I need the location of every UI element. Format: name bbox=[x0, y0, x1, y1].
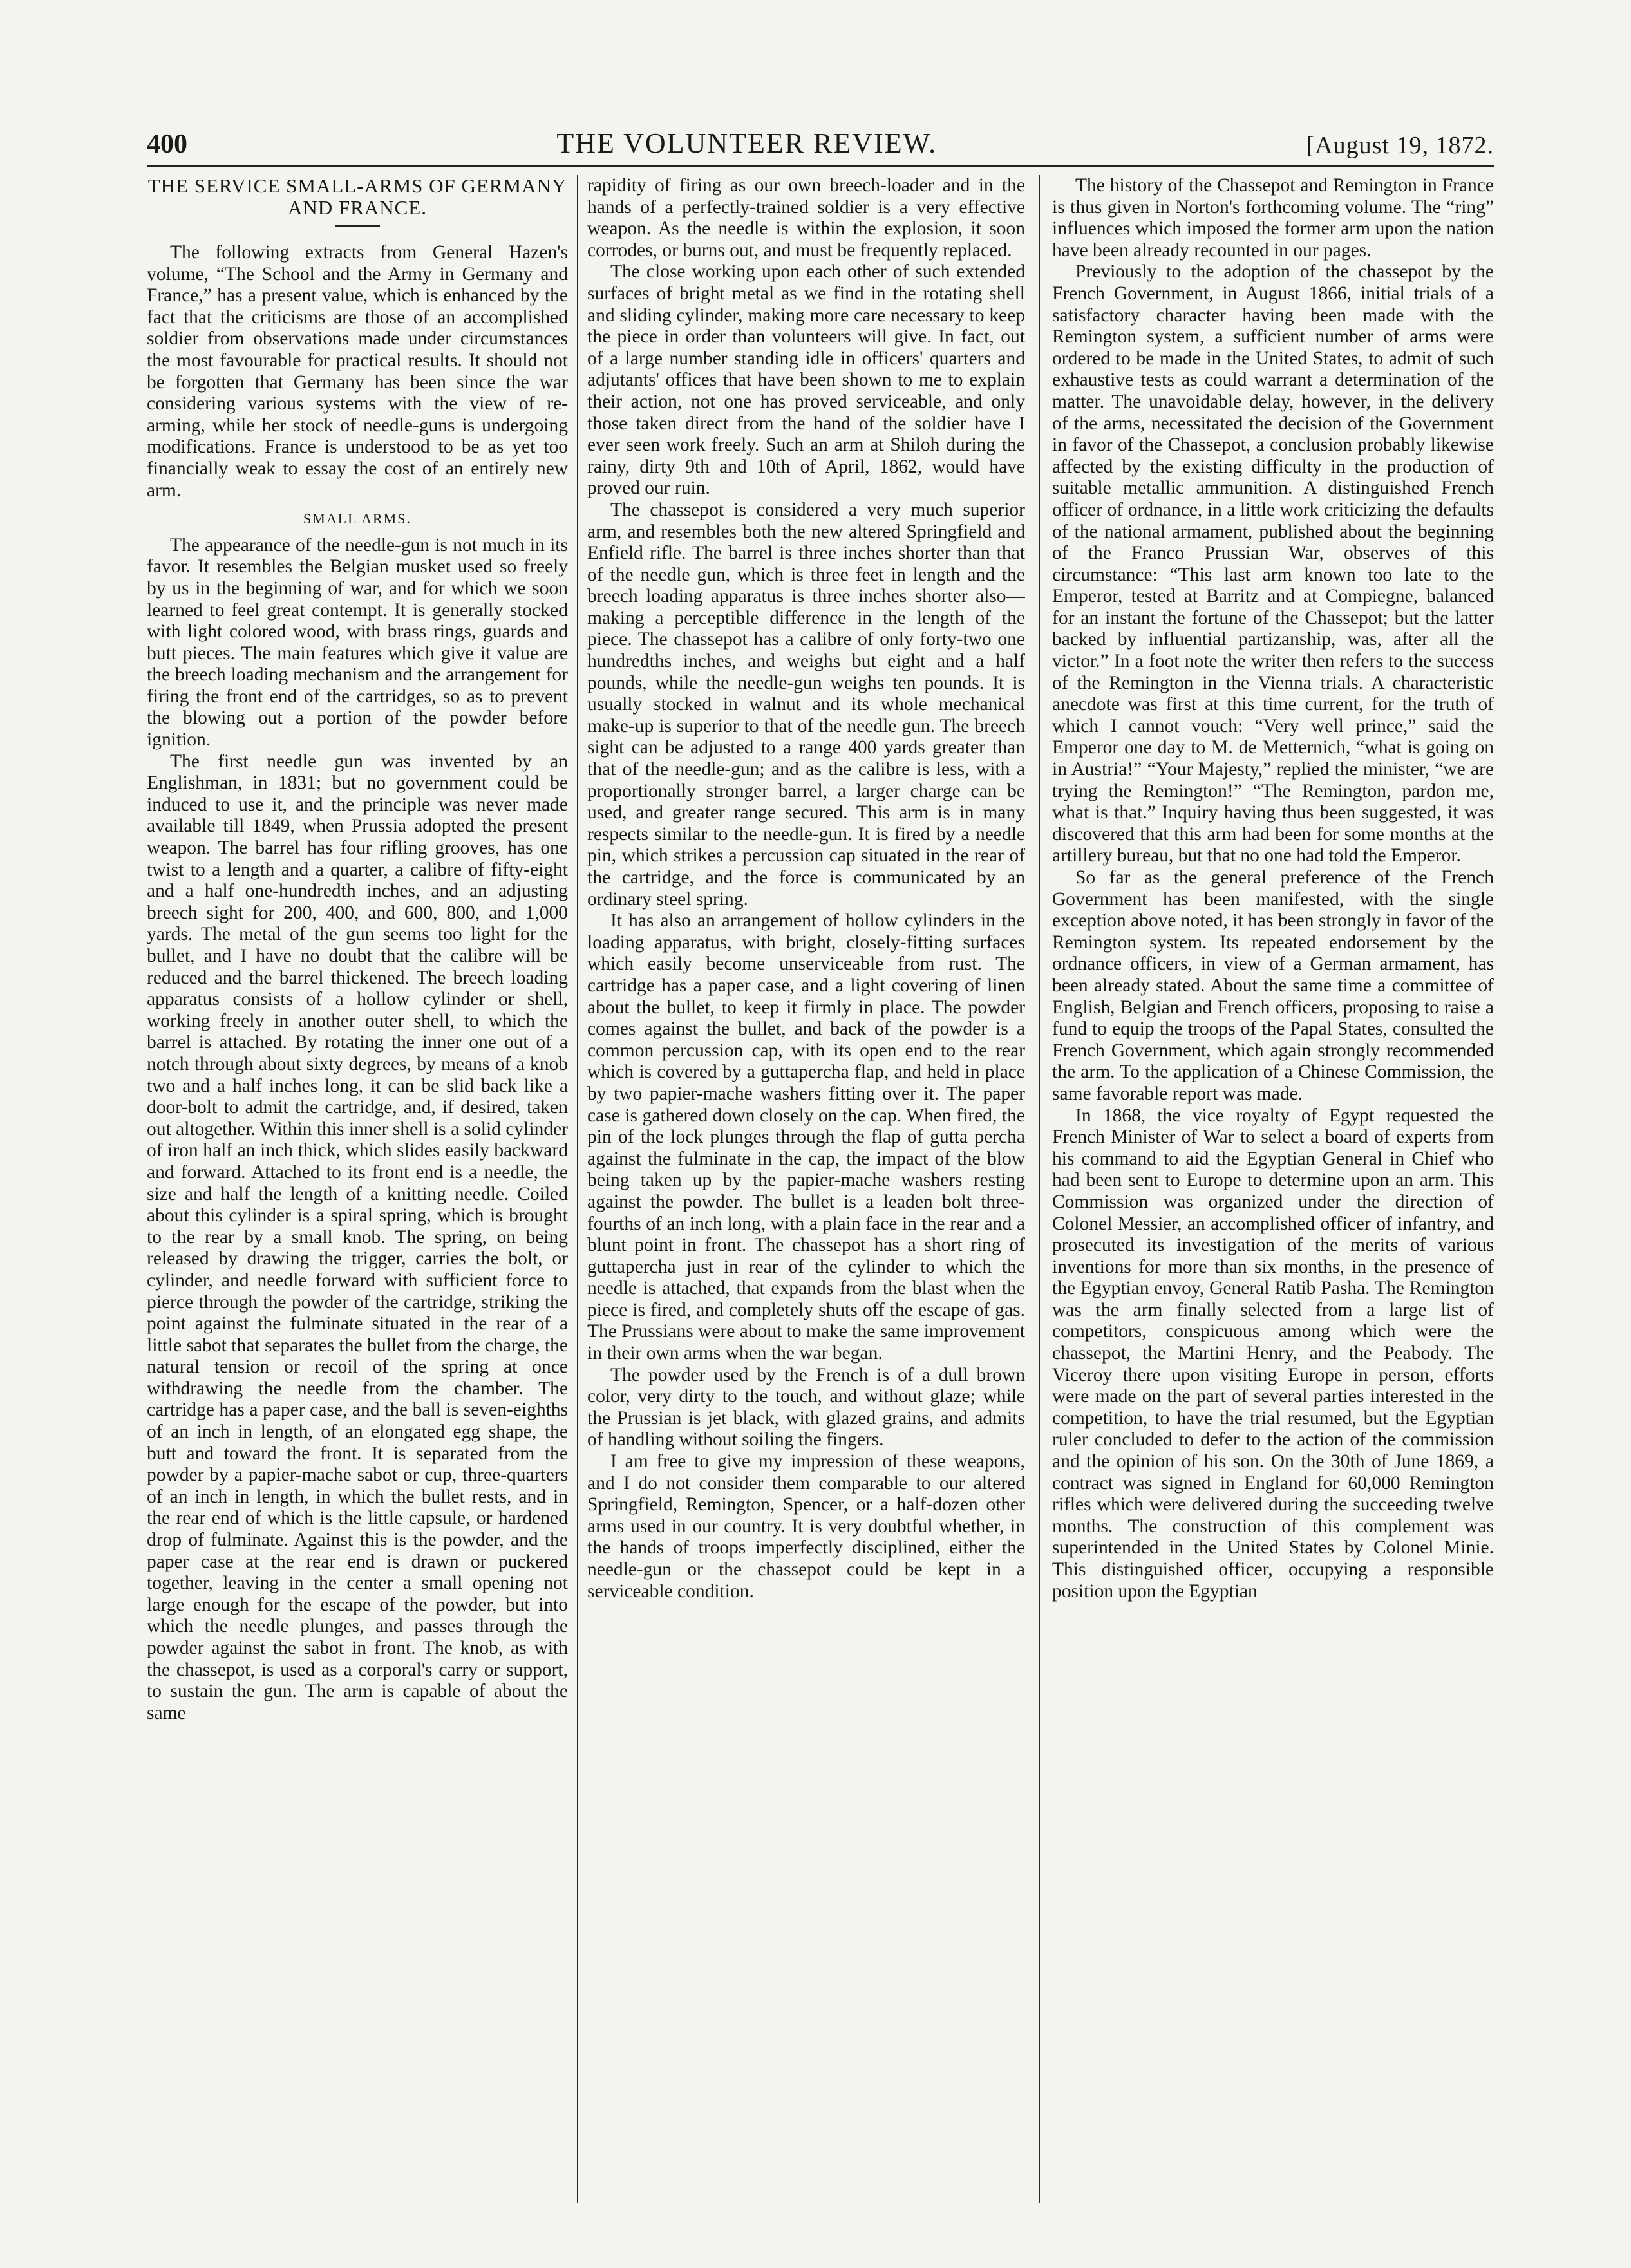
paragraph: So far as the general preference of the French Government has been manifested, with the single exception above noted, it has been strongly in favor of the Remington system. Its repeated endorsement by the ordnance officers, in view of a German armament, has been already stated. About the same time a committee of English, Belgian and French officers, proposing to raise a fund to equip the troops of the Papal States, consulted the French Government, which again strongly recommended the arm. To the application of a Chinese Commission, the same favorable report was made. bbox=[1052, 867, 1494, 1104]
paragraph: It has also an arrangement of hollow cylinders in the loading apparatus, with bright, closely-fitting surfaces which easily become unserviceable from rust. The cartridge has a paper case, and a light covering of linen about the bullet, to keep it firmly in place. The powder comes against the bullet, and back of the powder is a common percussion cap, with its open end to the rear which is covered by a guttapercha flap, and held in place by two papier-mache washers fitting over it. The paper case is gathered down closely on the cap. When fired, the pin of the lock plunges through the flap of gutta percha against the fulminate in the cap, the impact of the blow being taken up by the papier-mache washers resting against the powder. The bullet is a leaden bolt three-fourths of an inch long, with a plain face in the rear and a blunt point in front. The chassepot has a short ring of guttapercha just in rear of the cylinder to which the needle is attached, that expands from the blast when the piece is fired, and completely shuts off the escape of gas. The Prussians were about to make the same improvement in their own arms when the war began. bbox=[587, 910, 1025, 1364]
article-title: THE SERVICE SMALL-ARMS OF GERMANY AND FRANCE. bbox=[147, 175, 567, 219]
column-rule bbox=[577, 175, 578, 2203]
paragraph: In 1868, the vice royalty of Egypt requested the French Minister of War to select a board of experts from his command to aid the Egyptian General in Chief who had been sent to Europe to determine upon an arm. This Commission was organized under the direction of Colonel Messier, an accomplished officer of infantry, and prosecuted its investigation of the merits of various inventions for more than six months, in the presence of the Egyptian envoy, General Ratib Pasha. The Remington was the arm finally selected from a large list of competitors, conspicuous among which were the chassepot, the Martini Henry, and the Peabody. The Viceroy there upon visiting Europe in person, efforts were made on the part of several parties interested in the competition, to have the trial resumed, but the Egyptian ruler concluded to defer to the action of the commission and the opinion of his son. On the 30th of June 1869, a contract was signed in England for 60,000 Remington rifles which were delivered during the succeeding twelve months. The construction of this complement was superintended in the United States by Colonel Minie. This distinguished officer, occupying a responsible position upon the Egyptian bbox=[1052, 1105, 1494, 1602]
title-rule bbox=[335, 225, 380, 227]
paragraph: Previously to the adoption of the chassepot by the French Government, in August 1866, initial trials of a satisfactory character having been made with the Remington system, a sufficient number of arms were ordered to be made in the United States, to admit of such exhaustive tests as could warrant a determination of the matter. The unavoidable delay, however, in the delivery of the arms, necessitated the decision of the Government in favor of the Chassepot, a conclusion probably likewise affected by the existing difficulty in the production of suitable metallic ammunition. A distinguished French officer of ordnance, in a little work criticizing the defaults of the national armament, published about the beginning of the Franco Prussian War, observes of this circumstance: “This last arm known too late to the Emperor, tested at Barritz and at Compiegne, balanced for an instant the fortune of the Chassepot; but the latter backed by influential partizanship, was, after all the victor.” In a foot note the writer then refers to the success of the Remington in the Vienna trials. A characteristic anecdote was first at this time current, for the truth of which I cannot vouch: “Very well prince,” said the Emperor one day to M. de Metternich, “what is going on in Austria!” “Your Majesty,” replied the minister, “we are trying the Remington!” “The Remington, pardon me, what is that.” Inquiry having thus been suggested, it was discovered that this arm had been for some months at the artillery bureau, but that no one had told the Emperor. bbox=[1052, 261, 1494, 867]
paragraph: The history of the Chassepot and Remington in France is thus given in Norton's forthcoming volume. The “ring” influences which imposed the former arm upon the nation have been already recounted in our pages. bbox=[1052, 175, 1494, 261]
column-1 bbox=[147, 175, 568, 2203]
column-2 bbox=[587, 175, 1025, 2203]
paragraph: The close working upon each other of such extended surfaces of bright metal as we find in the rotating shell and sliding cylinder, making more care necessary to keep the piece in order than volunteers will give. In fact, out of a large number standing idle in officers' quarters and adjutants' offices that have been shown to me to explain their action, not one has proved serviceable, and only those taken direct from the hand of the soldier have I ever seen work freely. Such an arm at Shiloh during the rainy, dirty 9th and 10th of April, 1862, would have proved our ruin. bbox=[587, 261, 1025, 499]
column-3 bbox=[1052, 175, 1494, 2203]
paragraph: The chassepot is considered a very much superior arm, and resembles both the new altered Springfield and Enfield rifle. The barrel is three inches shorter than that of the needle gun, which is three feet in length and the breech loading apparatus is three inches shorter also—making a perceptible difference in the length of the piece. The chassepot has a calibre of only forty-two one hundredths inches, and weighs but eight and a half pounds, while the needle-gun weighs ten pounds. It is usually stocked in walnut and its whole mechanical make-up is superior to that of the needle gun. The breech sight can be adjusted to a range 400 yards greater than that of the needle-gun; and as the calibre is less, with a proportionally stronger barrel, a larger charge can be used, and greater range secured. This arm is in many respects similar to the needle-gun. It is fired by a needle pin, which strikes a percussion cap situated in the rear of the cartridge, and the force is communicated by an ordinary steel spring. bbox=[587, 499, 1025, 910]
paragraph: The powder used by the French is of a dull brown color, very dirty to the touch, and without glaze; while the Prussian is jet black, with glazed grains, and admits of handling without soiling the fingers. bbox=[587, 1364, 1025, 1450]
column-rule bbox=[1039, 175, 1040, 2203]
paragraph: I am free to give my impression of these weapons, and I do not consider them comparable to our altered Springfield, Remington, Spencer, or a half-dozen other arms used in our country. It is very doubtful whether, in the hands of troops imperfectly disciplined, either the needle-gun or the chassepot could be kept in a serviceable condition. bbox=[587, 1451, 1025, 1602]
journal-title: THE VOLUNTEER REVIEW. bbox=[556, 127, 938, 159]
paragraph: The appearance of the needle-gun is not much in its favor. It resembles the Belgian musket used so freely by us in the beginning of war, and for which we soon learned to feel great contempt. It is generally stocked with light colored wood, with brass rings, guards and butt pieces. The main features which give it value are the breech loading mechanism and the arrangement for firing the front end of the cartridges, so as to prevent the blowing out a portion of the powder before ignition. bbox=[147, 534, 568, 751]
issue-date: [August 19, 1872. bbox=[1306, 132, 1494, 159]
section-subhead: SMALL ARMS. bbox=[303, 511, 411, 527]
page-header bbox=[147, 120, 1494, 167]
paragraph: The following extracts from General Hazen's volume, “The School and the Army in Germany and France,” has a present value, which is enhanced by the fact that the criticisms are those of an accomplished soldier from observations made under circumstances the most favourable for practical results. It should not be forgotten that Germany has been since the war considering various systems with the view of re-arming, while her stock of needle-guns is undergoing modifications. France is understood to be as yet too financially weak to essay the cost of an entirely new arm. bbox=[147, 242, 568, 501]
page-number: 400 bbox=[147, 129, 187, 159]
paragraph: rapidity of firing as our own breech-loader and in the hands of a perfectly-trained soldier is a very effective weapon. As the needle is within the explosion, it soon corrodes, or burns out, and must be frequently replaced. bbox=[587, 175, 1025, 261]
paragraph: The first needle gun was invented by an Englishman, in 1831; but no government could be induced to use it, and the principle was never made available till 1849, when Prussia adopted the present weapon. The barrel has four rifling grooves, has one twist to a length and a quarter, a calibre of fifty-eight and a half one-hundredth inches, and an adjusting breech sight for 200, 400, and 600, 800, and 1,000 yards. The metal of the gun seems too light for the bullet, and I have no doubt that the calibre will be reduced and the barrel thickened. The breech loading apparatus consists of a hollow cylinder or shell, working freely in another outer shell, to which the barrel is attached. By rotating the inner one out of a notch through about sixty degrees, by means of a knob two and a half inches long, it can be slid back like a door-bolt to admit the cartridge, and, if desired, taken out altogether. Within this inner shell is a solid cylinder of iron half an inch thick, which slides easily backward and forward. Attached to its front end is a needle, the size and half the length of a knitting needle. Coiled about this cylinder is a spiral spring, which is brought to the rear by a small knob. The spring, on being released by drawing the trigger, carries the bolt, or cylinder, and needle forward with sufficient force to pierce through the powder of the cartridge, striking the point against the fulminate situated in the rear of a little sabot that separates the bullet from the charge, the natural tension or recoil of the spring at once withdrawing the needle from the chamber. The cartridge has a paper case, and the ball is seven-eighths of an inch in length, of an elongated egg shape, the butt and toward the front. It is separated from the powder by a papier-mache sabot or cup, three-quarters of an inch in length, in which the bullet rests, and in the rear end of which is the little capsule, or hardened drop of fulminate. Against this is the powder, and the paper case at the rear end is drawn or puckered together, leaving in the center a small opening not large enough for the escape of the powder, but into which the needle plunges, and passes through the powder against the sabot in front. The knob, as with the chassepot, is used as a corporal's carry or support, to sustain the gun. The arm is capable of about the same bbox=[147, 751, 568, 1723]
